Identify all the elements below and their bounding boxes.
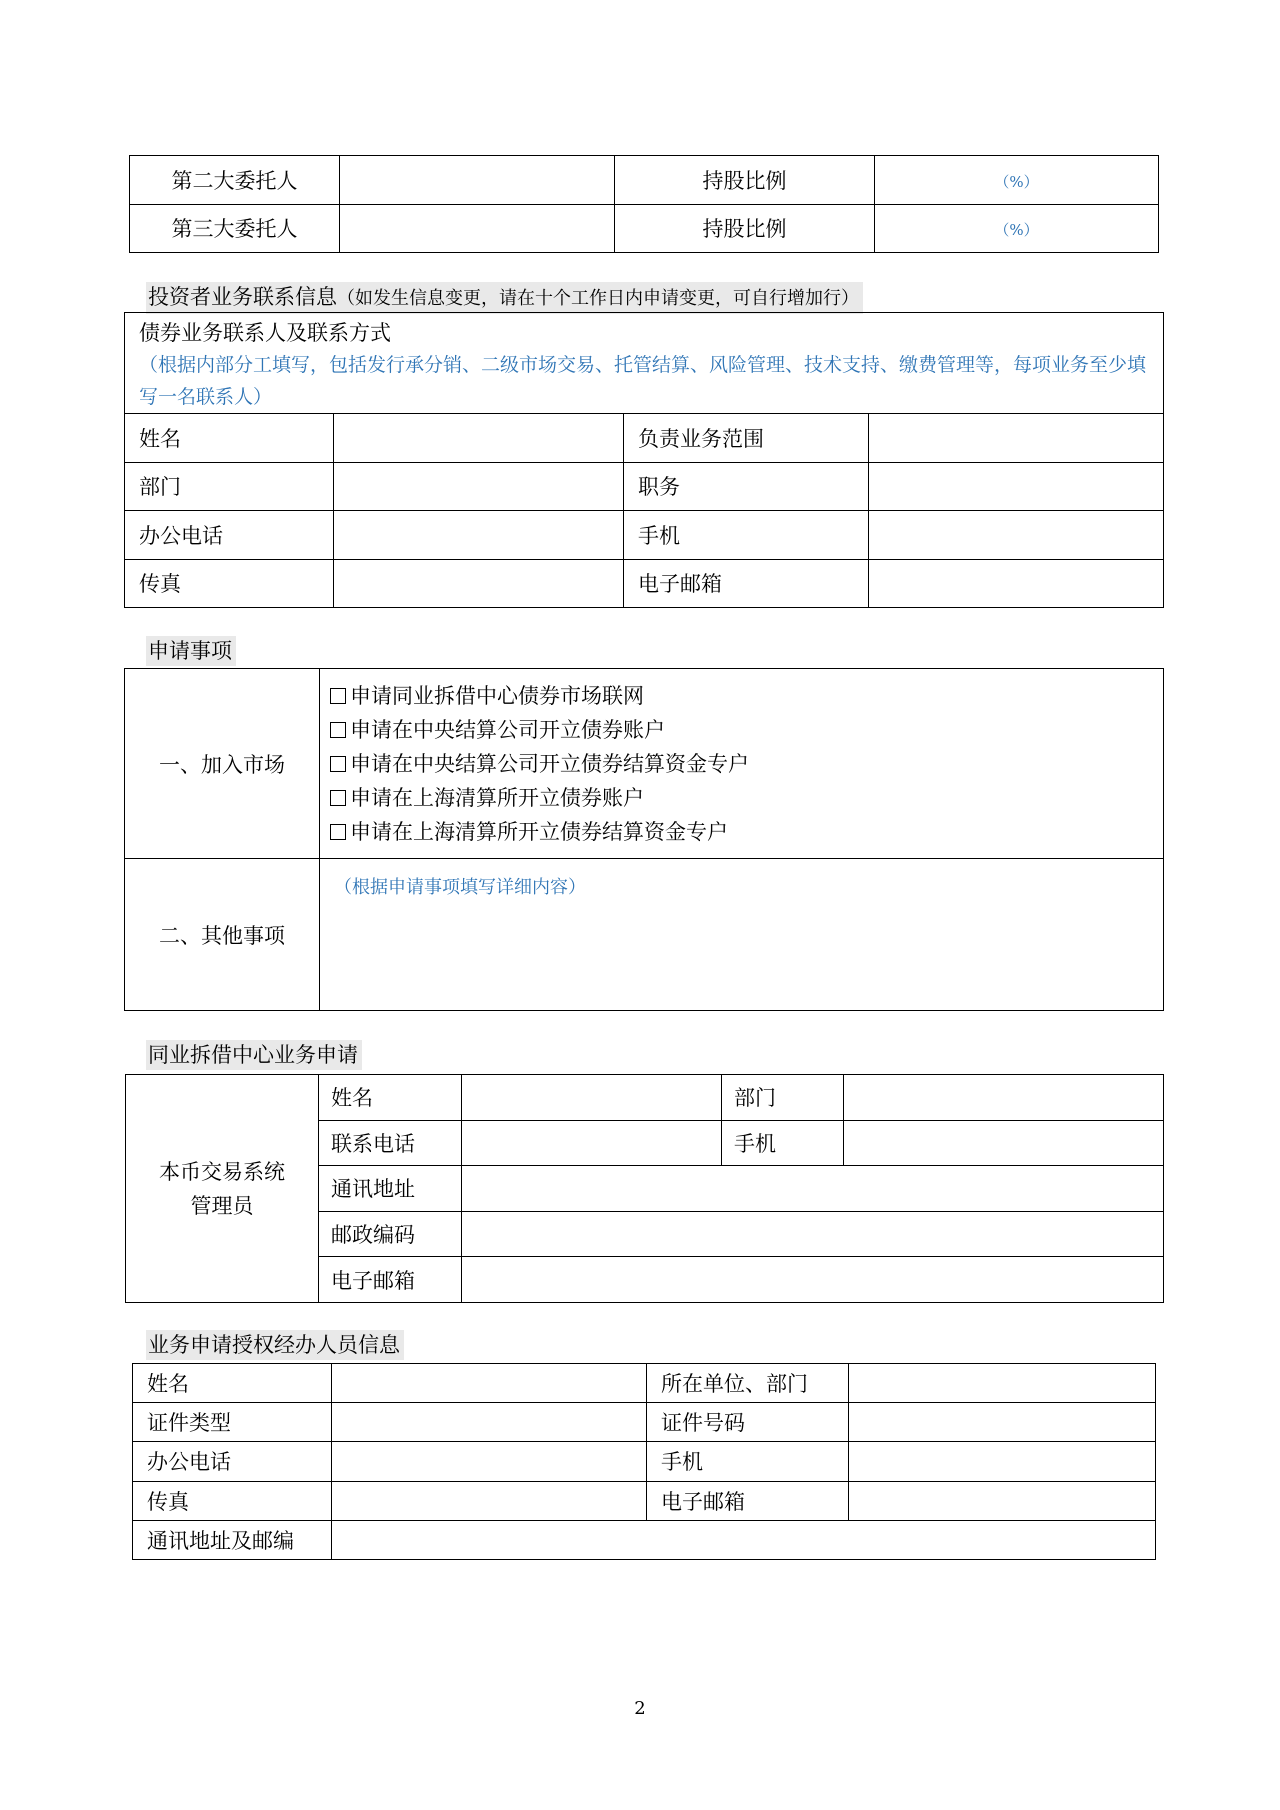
option-shclearing-fund-account[interactable]: [330, 815, 1149, 849]
checkbox[interactable]: [330, 688, 346, 704]
percent-hint: （%）: [994, 221, 1039, 240]
admin-mobile-input[interactable]: [844, 1120, 1164, 1166]
join-market-label: 一、加入市场: [125, 669, 320, 859]
option-ccdc-account[interactable]: [330, 713, 1149, 747]
agent-phone-input[interactable]: [332, 1442, 647, 1481]
delegator-2-input[interactable]: [340, 156, 615, 205]
agent-mobile-input[interactable]: [849, 1442, 1156, 1481]
checkbox[interactable]: [330, 756, 346, 772]
contact-heading: 投资者业务联系信息: [148, 285, 337, 309]
other-matters-label: 二、其他事项: [125, 859, 320, 1011]
delegator-3-label: 第三大委托人: [130, 204, 340, 253]
table-row: [125, 559, 1164, 608]
agent-idno-label: 证件号码: [647, 1403, 849, 1442]
application-section-heading: [146, 636, 236, 666]
agent-phone-label: 办公电话: [133, 1442, 332, 1481]
ratio-2-input[interactable]: [875, 156, 1159, 205]
contact-phone-input[interactable]: [334, 511, 624, 560]
contact-dept-input[interactable]: [334, 462, 624, 511]
table-row: [125, 313, 1164, 414]
admin-name-label: 姓名: [319, 1075, 462, 1121]
agent-email-input[interactable]: [849, 1481, 1156, 1520]
option-label: 申请在上海清算所开立债券结算资金专户: [350, 819, 728, 844]
contact-table: [124, 312, 1163, 608]
agent-idno-input[interactable]: [849, 1403, 1156, 1442]
contact-mobile-label: 手机: [624, 511, 869, 560]
admin-email-label: 电子邮箱: [319, 1257, 462, 1303]
delegator-table: [129, 155, 1158, 253]
ratio-3-input[interactable]: [875, 204, 1159, 253]
ratio-2-label: 持股比例: [615, 156, 875, 205]
ratio-3-label: 持股比例: [615, 204, 875, 253]
other-matters-hint: （根据申请事项填写详细内容）: [334, 877, 586, 898]
option-ccdc-fund-account[interactable]: [330, 747, 1149, 781]
admin-mobile-label: 手机: [722, 1120, 844, 1166]
agent-idtype-input[interactable]: [332, 1403, 647, 1442]
admin-phone-input[interactable]: [462, 1120, 722, 1166]
option-label: 申请在中央结算公司开立债券账户: [350, 717, 665, 742]
table-row: [125, 859, 1164, 1011]
contact-mobile-input[interactable]: [869, 511, 1164, 560]
admin-dept-label: 部门: [722, 1075, 844, 1121]
admin-postcode-input[interactable]: [462, 1211, 1164, 1257]
agent-email-label: 电子邮箱: [647, 1481, 849, 1520]
contact-subtitle: 债券业务联系人及联系方式: [139, 321, 391, 345]
table-row: [125, 511, 1164, 560]
join-market-options: [320, 669, 1164, 859]
table-row: [130, 156, 1159, 205]
table-row: [125, 669, 1164, 859]
checkbox[interactable]: [330, 722, 346, 738]
option-label: 申请在上海清算所开立债券账户: [350, 785, 644, 810]
contact-scope-input[interactable]: [869, 414, 1164, 463]
contact-title-label: 职务: [624, 462, 869, 511]
table-row: [133, 1520, 1156, 1559]
admin-address-label: 通讯地址: [319, 1166, 462, 1212]
application-heading: 申请事项: [148, 639, 232, 663]
agent-section-heading: [146, 1330, 404, 1360]
page-number: 2: [634, 1698, 646, 1719]
agent-table: [132, 1363, 1155, 1560]
option-label: 申请同业拆借中心债券市场联网: [350, 683, 644, 708]
contact-section-heading: [146, 282, 863, 314]
checkbox[interactable]: [330, 790, 346, 806]
contact-title-input[interactable]: [869, 462, 1164, 511]
contact-name-label: 姓名: [125, 414, 334, 463]
option-shclearing-account[interactable]: [330, 781, 1149, 815]
admin-postcode-label: 邮政编码: [319, 1211, 462, 1257]
other-matters-input[interactable]: [320, 859, 1164, 1011]
table-row: [133, 1442, 1156, 1481]
option-label: 申请在中央结算公司开立债券结算资金专户: [350, 751, 749, 776]
contact-name-input[interactable]: [334, 414, 624, 463]
delegator-3-input[interactable]: [340, 204, 615, 253]
admin-email-input[interactable]: [462, 1257, 1164, 1303]
admin-name-input[interactable]: [462, 1075, 722, 1121]
contact-email-input[interactable]: [869, 559, 1164, 608]
agent-unit-input[interactable]: [849, 1364, 1156, 1403]
table-row: [130, 204, 1159, 253]
agent-idtype-label: 证件类型: [133, 1403, 332, 1442]
agent-name-input[interactable]: [332, 1364, 647, 1403]
contact-fax-input[interactable]: [334, 559, 624, 608]
table-row: [133, 1481, 1156, 1520]
contact-heading-note: （如发生信息变更，请在十个工作日内申请变更，可自行增加行）: [337, 288, 859, 309]
contact-scope-label: 负责业务范围: [624, 414, 869, 463]
table-row: [133, 1403, 1156, 1442]
agent-fax-label: 传真: [133, 1481, 332, 1520]
percent-hint: （%）: [994, 172, 1039, 191]
admin-dept-input[interactable]: [844, 1075, 1164, 1121]
table-row: [126, 1075, 1164, 1121]
application-table: [124, 668, 1163, 1011]
table-row: [125, 414, 1164, 463]
cfets-heading: 同业拆借中心业务申请: [148, 1043, 358, 1067]
admin-label-line-2: 管理员: [190, 1193, 254, 1218]
contact-hint: （根据内部分工填写，包括发行承分销、二级市场交易、托管结算、风险管理、技术支持、缴费管理等，每项业务至少填写一名联系人）: [139, 354, 1147, 408]
table-row: [125, 462, 1164, 511]
agent-fax-input[interactable]: [332, 1481, 647, 1520]
admin-address-input[interactable]: [462, 1166, 1164, 1212]
cfets-table: [125, 1074, 1163, 1303]
admin-label-cell: [126, 1075, 319, 1303]
cfets-section-heading: [146, 1040, 362, 1070]
contact-phone-label: 办公电话: [125, 511, 334, 560]
contact-email-label: 电子邮箱: [624, 559, 869, 608]
agent-name-label: 姓名: [133, 1364, 332, 1403]
admin-label-line-1: 本币交易系统: [159, 1159, 285, 1184]
admin-phone-label: 联系电话: [319, 1120, 462, 1166]
agent-heading: 业务申请授权经办人员信息: [148, 1333, 400, 1357]
table-row: [133, 1364, 1156, 1403]
contact-dept-label: 部门: [125, 462, 334, 511]
delegator-2-label: 第二大委托人: [130, 156, 340, 205]
agent-unit-label: 所在单位、部门: [647, 1364, 849, 1403]
agent-address-label: 通讯地址及邮编: [133, 1520, 332, 1559]
agent-mobile-label: 手机: [647, 1442, 849, 1481]
option-cfets-network[interactable]: [330, 679, 1149, 713]
agent-address-input[interactable]: [332, 1520, 1156, 1559]
contact-fax-label: 传真: [125, 559, 334, 608]
checkbox[interactable]: [330, 824, 346, 840]
contact-intro-cell: [125, 313, 1164, 414]
